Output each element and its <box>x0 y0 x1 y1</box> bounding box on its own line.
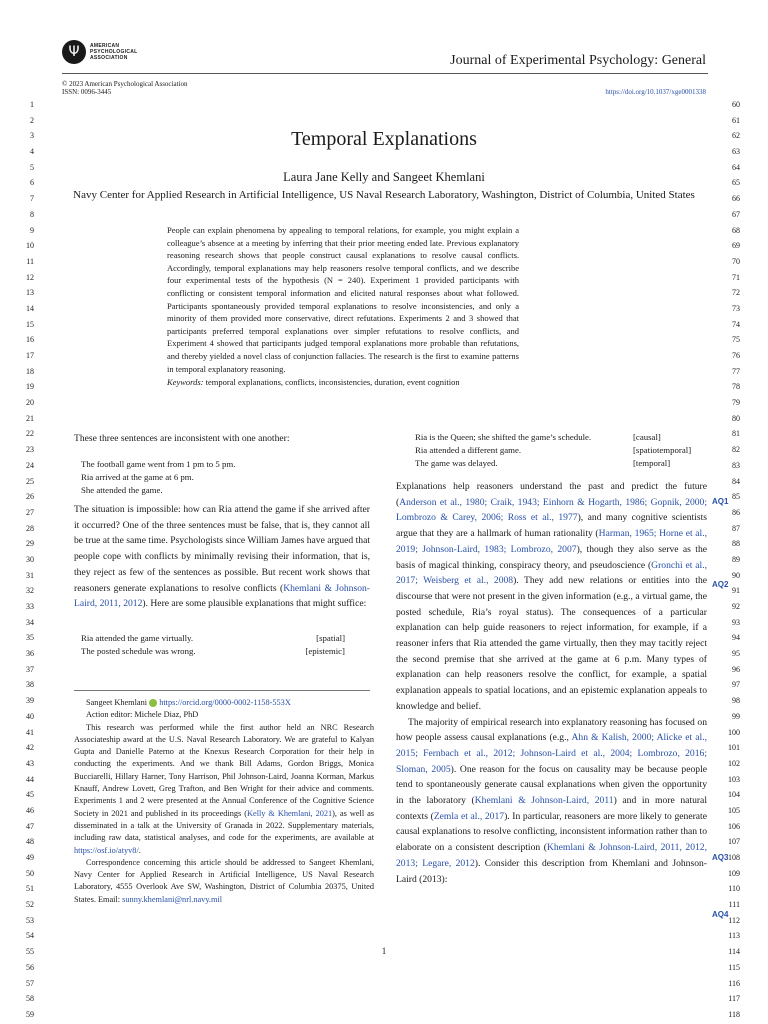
citation-link[interactable]: Khemlani & Johnson-Laird, 2011, 2012 <box>74 582 370 610</box>
line-number: 8 <box>30 209 34 219</box>
line-number: 7 <box>30 194 34 204</box>
copyright: © 2023 American Psychological Association <box>62 80 188 88</box>
right-paragraph-1: Explanations help reasoners understand the past and predict the future (Anderson et al., 1980; Craik, 1943; Einhorn & Hogarth, 1986; Gopnik, 2000; Lombrozo & Carey, 2006; Ross et al., 1977), and many cognitive scientists argue that they are a hallmark of human rationality (Harman, 1965; Horne et al., 2019; Johnson-Laird, 1983; Lombrozo, 2007), though they also serve as the basis of magical thinking, conspiracy theory, and pseudoscience (Gronchi et al., 2017; Weisberg et al., 2008). They add new relations or entities into the discourse that were not present in the given information (e.g., a virtual game, the posted schedule, Ria’s royal status). The consequences of a particular explanation can help guide reasoners to reject information, for example, if a reasoner infers that Ria attended the game virtually, then they may tacitly reject the second premise that she arrived at the game at 6 p.m. Many types of explanation can help reasoners resolve the conflict, for example, a spatial explanation appeals to spatial locations, and an epistemic explanation appeals to knowledge and belief. <box>396 481 707 712</box>
line-number: 30 <box>26 554 34 564</box>
line-number: 101 <box>728 743 740 753</box>
line-number: 37 <box>26 664 34 674</box>
line-number: 70 <box>732 256 740 266</box>
line-number: 92 <box>732 602 740 611</box>
line-number: 116 <box>728 978 740 988</box>
line-number: 76 <box>732 351 740 360</box>
line-number: 77 <box>732 366 740 376</box>
line-number: 52 <box>26 900 34 910</box>
example-row: Ria attended a different game. [spatiotemporal] <box>415 445 692 455</box>
line-number: 32 <box>26 586 34 596</box>
osf-link[interactable]: https://osf.io/atyv8/ <box>74 845 139 855</box>
right-line-numbers <box>718 97 740 1023</box>
line-number: 66 <box>732 194 740 204</box>
line-number: 93 <box>732 617 740 627</box>
line-number: 96 <box>732 664 740 674</box>
citation-link[interactable]: Zemla et al., 2017 <box>433 810 505 822</box>
header-rule <box>62 73 708 74</box>
line-number: 88 <box>732 539 740 549</box>
example-line: The football game went from 1 pm to 5 pm. <box>81 459 236 469</box>
line-number: 23 <box>26 445 34 455</box>
right-column-body <box>396 479 707 887</box>
line-number: 65 <box>732 178 740 188</box>
left-line-numbers <box>8 97 34 1023</box>
keywords-label: Keywords: <box>167 377 204 387</box>
example-line: Ria arrived at the game at 6 pm. <box>81 472 194 482</box>
line-number: 53 <box>26 915 34 925</box>
example-row: The posted schedule was wrong. [epistemic] <box>81 646 345 656</box>
page-number: 1 <box>381 946 387 956</box>
line-number: 110 <box>728 884 740 894</box>
line-number: 28 <box>26 523 34 533</box>
line-number: 10 <box>26 241 34 251</box>
author-query-tag[interactable]: AQ1 <box>712 497 729 506</box>
line-number: 104 <box>728 790 740 800</box>
line-number: 16 <box>26 335 34 345</box>
line-number: 79 <box>732 398 740 408</box>
line-number: 86 <box>732 507 740 517</box>
line-number: 27 <box>26 507 34 517</box>
line-number: 73 <box>732 303 740 313</box>
line-number: 21 <box>26 413 34 423</box>
line-number: 114 <box>728 947 740 957</box>
example-line: She attended the game. <box>81 485 163 495</box>
action-editor: Action editor: Michele Diaz, PhD <box>86 710 199 720</box>
apa-logo-icon: Ψ <box>62 40 86 64</box>
line-number: 113 <box>728 931 740 941</box>
citation-link[interactable]: Khemlani & Johnson-Laird, 2011 <box>474 795 614 807</box>
line-number: 6 <box>30 178 34 188</box>
keywords <box>167 377 567 387</box>
line-number: 78 <box>732 382 740 392</box>
line-number: 99 <box>732 711 740 721</box>
line-number: 80 <box>732 413 740 423</box>
line-number: 47 <box>26 821 34 831</box>
line-number: 72 <box>732 288 740 298</box>
line-number: 42 <box>26 743 34 753</box>
line-number: 100 <box>728 727 740 737</box>
line-number: 26 <box>26 492 34 502</box>
line-number: 67 <box>732 209 740 219</box>
line-number: 54 <box>26 931 34 941</box>
doi-link[interactable]: https://doi.org/10.1037/xge0001338 <box>605 88 706 96</box>
citation-link[interactable]: Kelly & Khemlani, 2021 <box>247 808 333 818</box>
citation-link[interactable]: Gronchi et al., 2017; Weisberg et al., 2008 <box>396 559 707 587</box>
line-number: 24 <box>26 460 34 470</box>
line-number: 33 <box>26 602 34 611</box>
line-number: 1 <box>30 100 34 109</box>
orcid-icon <box>149 699 157 707</box>
copyright-block <box>62 80 187 96</box>
line-number: 90 <box>732 570 740 580</box>
line-number: 107 <box>728 837 740 847</box>
line-number: 22 <box>26 429 34 439</box>
keywords-list: temporal explanations, conflicts, inconsistencies, duration, event cognition <box>205 377 460 387</box>
line-number: 20 <box>26 398 34 408</box>
line-number: 41 <box>26 727 34 737</box>
example-row: Ria attended the game virtually. [spatial] <box>81 633 345 643</box>
citation-link[interactable]: Ahn & Kalish, 2000; Alicke et al., 2015; Fernbach et al., 2012; Johnson-Laird et al., 2004; Lombrozo, 2016; Sloman, 2005 <box>396 732 707 775</box>
line-number: 112 <box>728 915 740 925</box>
line-number: 56 <box>26 962 34 972</box>
line-number: 109 <box>728 868 740 878</box>
line-number: 94 <box>732 633 740 643</box>
line-number: 2 <box>30 115 34 125</box>
authors: Laura Jane Kelly and Sangeet Khemlani <box>283 170 485 184</box>
line-number: 14 <box>26 303 34 313</box>
left-paragraph-1: The situation is impossible: how can Ria attend the game if she arrived after it occurred? One of the three sentences must be false, that is, they cannot all be true at the same time. Psychologists since William James have argued that people cope with conflicts by minimally revising their information, that is, they reject as few of the sentences as possible. But recent work shows that reasoners generate explanations to resolve conflicts (Khemlani & Johnson-Laird, 2011, 2012). Here are some plausible explanations that might suffice: <box>74 504 370 610</box>
line-number: 4 <box>30 147 34 157</box>
abstract: People can explain phenomena by appealing to temporal relations, for example, you might explain a colleague’s absence at a meeting by inferring that their prior meeting ended late. Previous explanatory reasoning research shows that people construct causal explanations to resolve causal conflicts. Accordingly, temporal explanations may help reasoners resolve temporal conflicts, and we describe four experimental tests of the hypothesis (N = 240). Experiment 1 provided participants with conflicting or consistent temporal information and elicited natural responses about what followed. Participants spontaneously provided temporal explanations to resolve inconsistencies, and only a minority of them provided more conservative, direct refutations. Experiments 2 and 3 showed that participants preferred temporal explanations over simpler refutations to resolve conflicts, and Experiment 4 showed that participants judged temporal explanations more probable than refutations, and thereby yielded a novel class of conjunction fallacies. The research is the first to examine patterns in temporal explanatory reasoning. <box>167 225 519 374</box>
journal-name: Journal of Experimental Psychology: General <box>450 53 706 68</box>
note-author: Sangeet Khemlani <box>86 698 148 707</box>
line-number: 50 <box>26 868 34 878</box>
line-number: 95 <box>732 649 740 659</box>
citation-link[interactable]: Anderson et al., 1980; Craik, 1943; Einhorn & Hogarth, 1986; Gopnik, 2000; Lombrozo & Carey, 2006; Ross et al., 1977 <box>396 496 707 524</box>
example-row: The game was delayed. [temporal] <box>415 458 671 468</box>
citation-link[interactable]: Khemlani & Johnson-Laird, 2011, 2012, 2013; Legare, 2012 <box>396 842 707 869</box>
apa-logo <box>62 40 138 64</box>
right-paragraph-2: The majority of empirical research into explanatory reasoning has focused on how people assess causal explanations (e.g., Ahn & Kalish, 2000; Alicke et al., 2015; Fernbach et al., 2012; Johnson-Laird et al., 2004; Lombrozo, 2016; Sloman, 2005). One reason for the focus on causality may be because people tend to spontaneously generate causal explanations when given the opportunity in the laboratory (Khemlani & Johnson-Laird, 2011) and in more natural contexts (Zemla et al., 2017). In particular, reasoners are more likely to generate causal explanations to resolve conflicting, inconsistent information rather than to elaborate on a consistent description (Khemlani & Johnson-Laird, 2011, 2012, 2013; Legare, 2012). Consider this description from Khemlani and Johnson-Laird (2013): <box>396 716 707 885</box>
line-number: 31 <box>26 570 34 580</box>
example-1 <box>81 458 361 497</box>
line-number: 108 <box>728 853 740 862</box>
line-number: 111 <box>728 900 740 910</box>
line-number: 44 <box>26 774 34 784</box>
line-number: 97 <box>732 680 740 690</box>
line-number: 58 <box>26 994 34 1004</box>
orcid-link[interactable]: https://orcid.org/0000-0002-1158-553X <box>159 698 291 707</box>
line-number: 17 <box>26 351 34 360</box>
line-number: 12 <box>26 272 34 282</box>
line-number: 34 <box>26 617 34 627</box>
line-number: 45 <box>26 790 34 800</box>
affiliation: Navy Center for Applied Research in Artificial Intelligence, US Naval Research Laboratory, Washington, District of Columbia, United States <box>73 189 695 201</box>
issn: ISSN: 0096-3445 <box>62 88 112 96</box>
line-number: 63 <box>732 147 740 157</box>
line-number: 29 <box>26 539 34 549</box>
line-number: 43 <box>26 758 34 768</box>
line-number: 36 <box>26 649 34 659</box>
line-number: 102 <box>728 758 740 768</box>
line-number: 106 <box>728 821 740 831</box>
line-number: 61 <box>732 115 740 125</box>
left-column-intro: These three sentences are inconsistent with one another: <box>74 433 290 444</box>
line-number: 118 <box>728 1009 740 1019</box>
line-number: 51 <box>26 884 34 894</box>
line-number: 60 <box>732 100 740 109</box>
line-number: 9 <box>30 225 34 235</box>
example-row: Ria is the Queen; she shifted the game’s schedule. [causal] <box>415 432 661 442</box>
publisher-name: AMERICAN PSYCHOLOGICAL ASSOCIATION <box>90 43 138 61</box>
line-number: 103 <box>728 774 740 784</box>
line-number: 49 <box>26 853 34 862</box>
author-note: Sangeet Khemlani https://orcid.org/0000-0002-1158-553X Action editor: Michele Diaz, PhD This research was performed while the first author held an NRC Research Associateship award at the U.S. Naval Research Laboratory. We are grateful to Kalyan Gupta and Danielle Paterno at the Knexus Research Corporation for their help in conducting the experiments. And we thank Bill Adams, Gordon Briggs, Monica Bucciarelli, Hillary Harner, Tony Harrison, Phil Johnson-Laird, Joanna Korman, Markus Knauff, Andrew Lovett, Greg Trafton, and Ben Wright for their advice and comments. Experiments 1 and 2 were presented at the Annual Conference of the Cognitive Science Society in 2021 and published in its proceedings (Kelly & Khemlani, 2021), as well as disseminated in a talk at the University of Granada in 2022. Supplementary materials, including raw data, statistical analyses, and code for the experiments, are available at https://osf.io/atyv8/. Correspondence concerning this article should be addressed to Sangeet Khemlani, Navy Center for Applied Research in Artificial Intelligence, US Naval Research Laboratory, 4555 Overlook Ave SW, Washington, District of Columbia 20375, United States. Email: sunny.khemlani@nrl.navy.mil <box>74 698 374 904</box>
line-number: 38 <box>26 680 34 690</box>
line-number: 48 <box>26 837 34 847</box>
article-title: Temporal Explanations <box>291 128 477 150</box>
line-number: 115 <box>728 962 740 972</box>
line-number: 98 <box>732 696 740 706</box>
footnote-rule <box>74 690 370 691</box>
line-number: 71 <box>732 272 740 282</box>
line-number: 13 <box>26 288 34 298</box>
line-number: 82 <box>732 445 740 455</box>
line-number: 40 <box>26 711 34 721</box>
citation-link[interactable]: Harman, 1965; Horne et al., 2019; Johnson-Laird, 1983; Lombrozo, 2007 <box>396 528 707 555</box>
line-number: 69 <box>732 241 740 251</box>
line-number: 91 <box>732 586 740 596</box>
line-number: 83 <box>732 460 740 470</box>
example-3 <box>415 431 705 470</box>
email-link[interactable]: sunny.khemlani@nrl.navy.mil <box>122 894 223 904</box>
line-number: 35 <box>26 633 34 643</box>
example-2 <box>81 632 345 658</box>
line-number: 39 <box>26 696 34 706</box>
line-number: 15 <box>26 319 34 329</box>
line-number: 46 <box>26 805 34 815</box>
line-number: 59 <box>26 1009 34 1019</box>
line-number: 19 <box>26 382 34 392</box>
line-number: 57 <box>26 978 34 988</box>
line-number: 75 <box>732 335 740 345</box>
line-number: 81 <box>732 429 740 439</box>
line-number: 64 <box>732 162 740 172</box>
line-number: 55 <box>26 947 34 957</box>
line-number: 117 <box>728 994 740 1004</box>
line-number: 5 <box>30 162 34 172</box>
line-number: 84 <box>732 476 740 486</box>
author-query-tag[interactable]: AQ2 <box>712 580 729 589</box>
line-number: 18 <box>26 366 34 376</box>
line-number: 74 <box>732 319 740 329</box>
author-query-tag[interactable]: AQ4 <box>712 910 729 919</box>
line-number: 85 <box>732 492 740 502</box>
line-number: 89 <box>732 554 740 564</box>
line-number: 62 <box>732 131 740 141</box>
line-number: 3 <box>30 131 34 141</box>
author-query-tag[interactable]: AQ3 <box>712 853 729 862</box>
line-number: 68 <box>732 225 740 235</box>
line-number: 11 <box>26 256 34 266</box>
line-number: 25 <box>26 476 34 486</box>
line-number: 105 <box>728 805 740 815</box>
line-number: 87 <box>732 523 740 533</box>
